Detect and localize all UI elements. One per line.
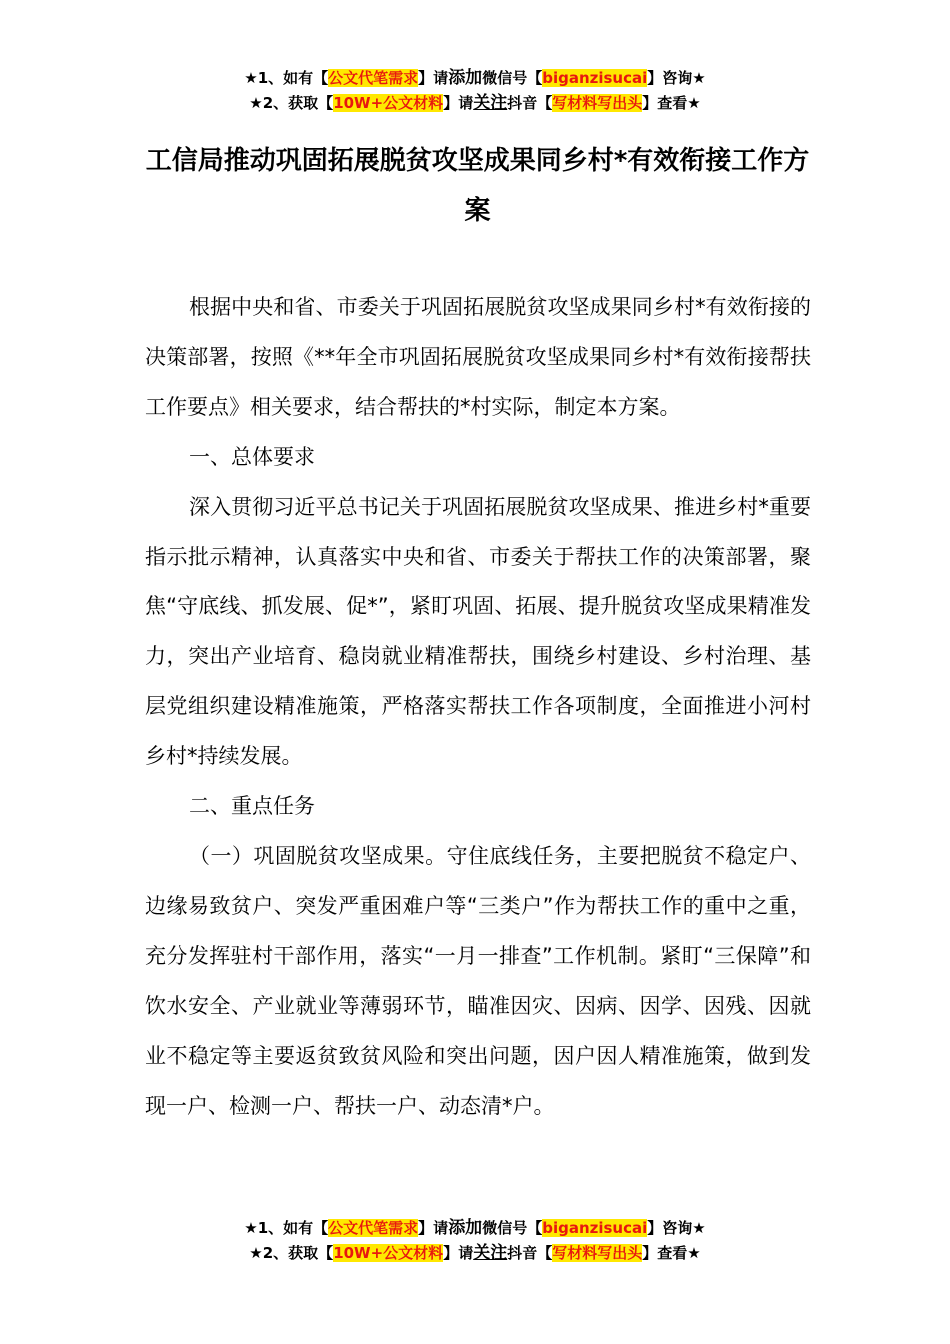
promo-line-2 <box>0 91 950 116</box>
promo-text: 】查看★ <box>642 1244 701 1262</box>
promo-highlight: biganzisucai <box>542 1219 648 1237</box>
promo-highlight: 10W+公文材料 <box>333 94 444 112</box>
promo-banner-bottom <box>0 1216 950 1266</box>
promo-text: ★1、如有【 <box>244 69 329 87</box>
promo-banner-top <box>0 66 950 116</box>
promo-highlight: 公文代笔需求 <box>328 69 419 87</box>
promo-highlight: 写材料写出头 <box>552 94 643 112</box>
section-heading: 二、重点任务 <box>189 794 315 819</box>
promo-text: 】请 <box>418 1219 449 1237</box>
promo-emphasis: 添加 <box>448 68 483 88</box>
promo-text: 】请 <box>443 94 474 112</box>
promo-text: ★2、获取【 <box>249 1244 334 1262</box>
promo-emphasis: 关注 <box>473 1243 508 1263</box>
paragraph: 根据中央和省、市委关于巩固拓展脱贫攻坚成果同乡村*有效衔接的决策部署，按照《**年全市巩固拓展脱贫攻坚成果同乡村*有效衔接帮扶工作要点》相关要求，结合帮扶的*村实际，制定本方案。 <box>145 295 811 419</box>
promo-highlight: 写材料写出头 <box>552 1244 643 1262</box>
promo-text: 】咨询★ <box>647 69 706 87</box>
promo-emphasis: 关注 <box>473 93 508 113</box>
promo-highlight: biganzisucai <box>542 69 648 87</box>
promo-text: 】查看★ <box>642 94 701 112</box>
document-body <box>145 283 811 1131</box>
promo-highlight: 公文代笔需求 <box>328 1219 419 1237</box>
promo-highlight: 10W+公文材料 <box>333 1244 444 1262</box>
promo-emphasis: 添加 <box>448 1218 483 1238</box>
paragraph: 深入贯彻习近平总书记关于巩固拓展脱贫攻坚成果、推进乡村*重要指示批示精神，认真落实中央和省、市委关于帮扶工作的决策部署，聚焦“守底线、抓发展、促*”，紧盯巩固、拓展、提升脱贫攻坚成果精准发力，突出产业培育、稳岗就业精准帮扶，围绕乡村建设、乡村治理、基层党组织建设精准施策，严格落实帮扶工作各项制度，全面推进小河村乡村*持续发展。 <box>145 494 811 769</box>
promo-text: 抖音【 <box>507 1244 553 1262</box>
promo-line-1 <box>0 66 950 91</box>
promo-text: 】咨询★ <box>647 1219 706 1237</box>
promo-text: 微信号【 <box>482 1219 543 1237</box>
paragraph: （一）巩固脱贫攻坚成果。守住底线任务，主要把脱贫不稳定户、边缘易致贫户、突发严重困难户等“三类户”作为帮扶工作的重中之重，充分发挥驻村干部作用，落实“一月一排查”工作机制。紧盯“三保障”和饮水安全、产业就业等薄弱环节，瞄准因灾、因病、因学、因残、因就业不稳定等主要返贫致贫风险和突出问题，因户因人精准施策，做到发现一户、检测一户、帮扶一户、动态清*户。 <box>145 843 811 1118</box>
promo-text: ★2、获取【 <box>249 94 334 112</box>
section-heading: 一、总体要求 <box>189 444 315 469</box>
promo-text: 微信号【 <box>482 69 543 87</box>
promo-text: 抖音【 <box>507 94 553 112</box>
document-title: 工信局推动巩固拓展脱贫攻坚成果同乡村*有效衔接工作方案 <box>145 146 810 226</box>
promo-line-1 <box>0 1216 950 1241</box>
promo-text: 】请 <box>443 1244 474 1262</box>
promo-line-2 <box>0 1241 950 1266</box>
promo-text: ★1、如有【 <box>244 1219 329 1237</box>
promo-text: 】请 <box>418 69 449 87</box>
